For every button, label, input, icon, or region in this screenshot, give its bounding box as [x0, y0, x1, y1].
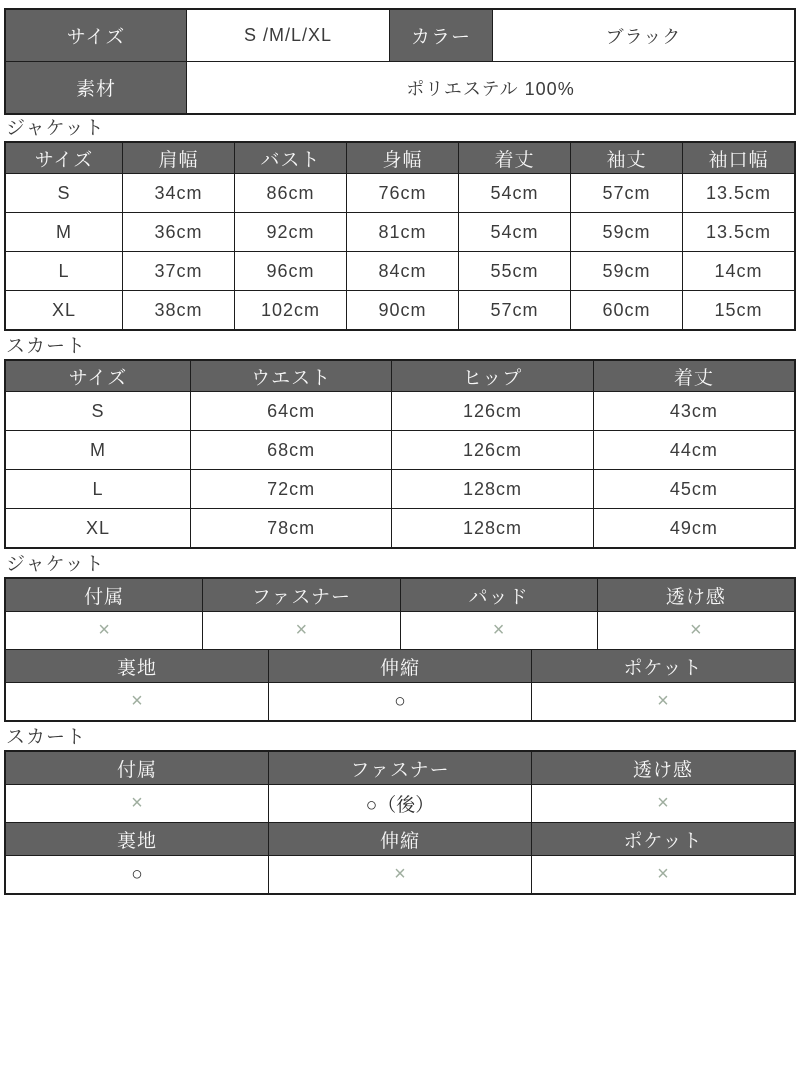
jacket-spec-header-row-2 — [6, 650, 794, 682]
measurement-cell: 72cm — [191, 470, 391, 508]
jacket-spec-header-row-1 — [6, 579, 794, 611]
spec-header-cell: ファスナー — [269, 752, 531, 784]
size-cell: L — [6, 470, 190, 508]
spec-value-cell: × — [401, 612, 597, 649]
measurement-cell: 102cm — [235, 291, 346, 329]
skirt-spec-section-label: スカート — [6, 727, 87, 748]
measurement-cell: 92cm — [235, 213, 346, 251]
spec-header-cell: ポケット — [532, 823, 794, 855]
color-value-cell: ブラック — [493, 10, 794, 61]
measurement-cell: 64cm — [191, 392, 391, 430]
skirt-size-row-m — [6, 431, 794, 469]
measurement-cell: 36cm — [123, 213, 234, 251]
size-cell: M — [6, 213, 122, 251]
spec-header-cell: ポケット — [532, 650, 794, 682]
measurement-cell: 54cm — [459, 213, 570, 251]
size-label-cell: サイズ — [6, 10, 186, 61]
size-cell: M — [6, 431, 190, 469]
measurement-cell: 126cm — [392, 392, 592, 430]
skirt-spec-value-row-1 — [6, 785, 794, 822]
spec-header-cell: 付属 — [6, 752, 268, 784]
spec-value-cell: × — [269, 856, 531, 893]
jacket-size-row-m — [6, 213, 794, 251]
size-cell: S — [6, 174, 122, 212]
jacket-size-row-xl — [6, 291, 794, 329]
skirt-size-table — [4, 359, 796, 549]
spec-value-cell: × — [6, 785, 268, 822]
column-header: バスト — [235, 143, 346, 173]
measurement-cell: 126cm — [392, 431, 592, 469]
spec-value-cell: ○ — [269, 683, 531, 720]
column-header: ウエスト — [191, 361, 391, 391]
jacket-size-table — [4, 141, 796, 331]
skirt-spec-header-row-2 — [6, 823, 794, 855]
size-cell: XL — [6, 291, 122, 329]
measurement-cell: 84cm — [347, 252, 458, 290]
spec-value-cell: × — [532, 856, 794, 893]
info-table — [4, 8, 796, 115]
measurement-cell: 13.5cm — [683, 174, 794, 212]
measurement-cell: 57cm — [459, 291, 570, 329]
measurement-cell: 37cm — [123, 252, 234, 290]
spec-header-cell: パッド — [401, 579, 597, 611]
measurement-cell: 14cm — [683, 252, 794, 290]
skirt-size-row-xl — [6, 509, 794, 547]
column-header: 袖丈 — [571, 143, 682, 173]
jacket-spec-section-label: ジャケット — [6, 554, 105, 575]
skirt-spec-header-row-1 — [6, 752, 794, 784]
material-label-cell: 素材 — [6, 62, 186, 113]
jacket-size-row-s — [6, 174, 794, 212]
info-row-material — [6, 62, 794, 113]
measurement-cell: 96cm — [235, 252, 346, 290]
column-header: 着丈 — [459, 143, 570, 173]
measurement-cell: 49cm — [594, 509, 794, 547]
measurement-cell: 45cm — [594, 470, 794, 508]
measurement-cell: 78cm — [191, 509, 391, 547]
column-header: サイズ — [6, 143, 122, 173]
skirt-size-section-label: スカート — [6, 336, 87, 357]
spec-value-cell: ○（後） — [269, 785, 531, 822]
size-value-cell: S /M/L/XL — [187, 10, 389, 61]
column-header: サイズ — [6, 361, 190, 391]
spec-value-cell: × — [532, 683, 794, 720]
jacket-spec-table — [4, 577, 796, 722]
measurement-cell: 44cm — [594, 431, 794, 469]
measurement-cell: 13.5cm — [683, 213, 794, 251]
skirt-spec-value-row-2 — [6, 856, 794, 893]
measurement-cell: 57cm — [571, 174, 682, 212]
spec-header-cell: 透け感 — [532, 752, 794, 784]
measurement-cell: 86cm — [235, 174, 346, 212]
material-value-cell: ポリエステル 100% — [187, 62, 794, 113]
skirt-size-row-s — [6, 392, 794, 430]
measurement-cell: 90cm — [347, 291, 458, 329]
jacket-size-row-l — [6, 252, 794, 290]
spec-value-cell: × — [6, 612, 202, 649]
jacket-size-section-label: ジャケット — [6, 118, 105, 139]
spec-value-cell: × — [598, 612, 794, 649]
measurement-cell: 81cm — [347, 213, 458, 251]
measurement-cell: 43cm — [594, 392, 794, 430]
measurement-cell: 38cm — [123, 291, 234, 329]
skirt-size-row-l — [6, 470, 794, 508]
column-header: 身幅 — [347, 143, 458, 173]
column-header: 肩幅 — [123, 143, 234, 173]
spec-header-cell: ファスナー — [203, 579, 399, 611]
jacket-spec-value-row-1 — [6, 612, 794, 649]
spec-header-cell: 透け感 — [598, 579, 794, 611]
measurement-cell: 128cm — [392, 470, 592, 508]
measurement-cell: 128cm — [392, 509, 592, 547]
spec-value-cell: × — [203, 612, 399, 649]
color-label-cell: カラー — [390, 10, 492, 61]
spec-header-cell: 伸縮 — [269, 823, 531, 855]
size-cell: L — [6, 252, 122, 290]
column-header: 袖口幅 — [683, 143, 794, 173]
spec-header-cell: 伸縮 — [269, 650, 531, 682]
measurement-cell: 54cm — [459, 174, 570, 212]
size-cell: XL — [6, 509, 190, 547]
skirt-size-header-row — [6, 361, 794, 391]
skirt-spec-table — [4, 750, 796, 895]
measurement-cell: 15cm — [683, 291, 794, 329]
measurement-cell: 68cm — [191, 431, 391, 469]
measurement-cell: 34cm — [123, 174, 234, 212]
column-header: 着丈 — [594, 361, 794, 391]
spec-value-cell: ○ — [6, 856, 268, 893]
jacket-size-header-row — [6, 143, 794, 173]
measurement-cell: 59cm — [571, 252, 682, 290]
spec-value-cell: × — [532, 785, 794, 822]
spec-header-cell: 裏地 — [6, 823, 268, 855]
jacket-spec-value-row-2 — [6, 683, 794, 720]
info-row-size-color — [6, 10, 794, 61]
measurement-cell: 55cm — [459, 252, 570, 290]
measurement-cell: 59cm — [571, 213, 682, 251]
spec-header-cell: 付属 — [6, 579, 202, 611]
column-header: ヒップ — [392, 361, 592, 391]
spec-header-cell: 裏地 — [6, 650, 268, 682]
size-cell: S — [6, 392, 190, 430]
spec-value-cell: × — [6, 683, 268, 720]
measurement-cell: 76cm — [347, 174, 458, 212]
measurement-cell: 60cm — [571, 291, 682, 329]
